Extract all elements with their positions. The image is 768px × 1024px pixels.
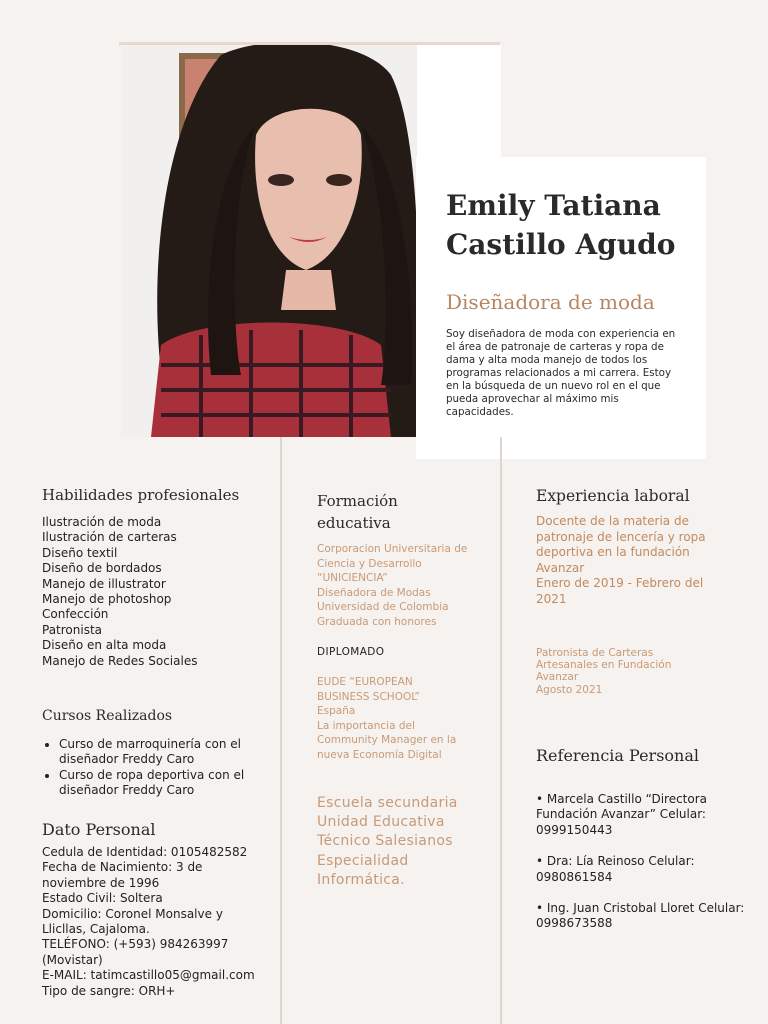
skill-item: Manejo de illustrator	[42, 576, 166, 591]
job-2-description: Patronista de Carteras Artesanales en Fundación Avanzar	[536, 647, 672, 684]
skill-item: Manejo de Redes Sociales	[42, 653, 198, 668]
portrait-image	[121, 45, 417, 437]
references-list	[536, 792, 751, 948]
reference-item: • Marcela Castillo “Directora Fundación Avanzar” Celular: 0999150443	[536, 792, 708, 837]
university-country: Universidad de Colombia	[317, 601, 449, 613]
diploma-country: España	[317, 705, 356, 717]
blood-type: Tipo de sangre: ORH+	[42, 983, 176, 998]
skill-item: Diseño textil	[42, 545, 118, 560]
skill-item: Patronista	[42, 622, 103, 637]
skill-item: Manejo de photoshop	[42, 592, 172, 607]
education-heading	[317, 490, 398, 534]
references-heading: Referencia Personal	[536, 746, 699, 765]
skill-item: Ilustración de carteras	[42, 530, 177, 545]
degree: Diseñadora de Modas	[317, 586, 431, 599]
courses-heading: Cursos Realizados	[42, 708, 173, 724]
profile-summary: Soy diseñadora de moda con experiencia en el área de patronaje de carteras y ropa de dama y alta moda manejo de todos los programas relacionados a mi carrera. Estoy en la búsqueda de un nuevo rol en el que pueda aprovechar al máximo mis capacidades.	[446, 328, 676, 418]
university-block	[317, 542, 477, 629]
honors: Graduada con honores	[317, 615, 437, 628]
education-heading-line-2: educativa	[317, 514, 391, 532]
university-name: Corporacion Universitaria de Ciencia y Desarrollo	[317, 543, 468, 570]
profile-photo	[121, 45, 417, 437]
column-divider-right	[500, 437, 502, 1024]
job-title: Diseñadora de moda	[446, 290, 655, 314]
secondary-school	[317, 794, 497, 890]
email: E-MAIL: tatimcastillo05@gmail.com	[42, 968, 255, 983]
skill-item: Confección	[42, 607, 109, 622]
job-1-dates: Enero de 2019 - Febrero del 2021	[536, 576, 704, 606]
id-number: Cedula de Identidad: 0105482582	[42, 845, 248, 859]
diploma-block	[317, 675, 462, 762]
course-item: • Curso de ropa deportiva con el diseñador Freddy Caro	[59, 768, 274, 799]
experience-heading: Experiencia laboral	[536, 487, 690, 505]
diploma-topic: La importancia del Community Manager en la nueva Economía Digital	[317, 719, 457, 761]
course-item: • Curso de marroquinería con el diseñador Freddy Caro	[59, 737, 274, 768]
marital-status: Estado Civil: Soltera	[42, 891, 163, 906]
name-line-2: Castillo Agudo	[446, 228, 676, 261]
skill-item: Diseño en alta moda	[42, 638, 167, 653]
school-level: Escuela secundaria	[317, 795, 458, 811]
phone: TELÉFONO: (+593) 984263997 (Movistar)	[42, 937, 229, 967]
personal-details	[42, 845, 267, 999]
job-1-description: Docente de la materia de patronaje de lencería y ropa deportiva en la fundación Avanzar	[536, 514, 706, 575]
skill-item: Diseño de bordados	[42, 561, 162, 576]
skill-item: Ilustración de moda	[42, 515, 162, 529]
address: Domicilio: Coronel Monsalve y Llicllas, Cajaloma.	[42, 906, 223, 937]
diploma-label: DIPLOMADO	[317, 646, 385, 658]
courses-list	[42, 737, 274, 799]
job-entry-1	[536, 514, 726, 607]
photo-side-panel	[417, 45, 501, 157]
school-name: Unidad Educativa Técnico Salesianos	[317, 814, 453, 850]
diploma-school: EUDE “EUROPEAN BUSINESS SCHOOL”	[317, 676, 420, 703]
skills-heading: Habilidades profesionales	[42, 486, 240, 504]
university-acronym: “UNICIENCIA”	[317, 572, 388, 584]
skills-list	[42, 515, 197, 669]
name-line-1: Emily Tatiana	[446, 189, 661, 222]
job-2-dates: Agosto 2021	[536, 683, 603, 696]
column-divider-left	[280, 437, 282, 1024]
personal-heading: Dato Personal	[42, 820, 156, 839]
reference-item: • Dra: Lía Reinoso Celular: 0980861584	[536, 854, 695, 884]
school-specialty: Especialidad Informática.	[317, 852, 409, 888]
reference-item: • Ing. Juan Cristobal Lloret Celular: 0998673588	[536, 901, 745, 931]
education-heading-line-1: Formación	[317, 492, 398, 510]
job-entry-2	[536, 647, 706, 696]
birth-date: Fecha de Nacimiento: 3 de noviembre de 1996	[42, 860, 203, 890]
full-name	[446, 186, 696, 264]
